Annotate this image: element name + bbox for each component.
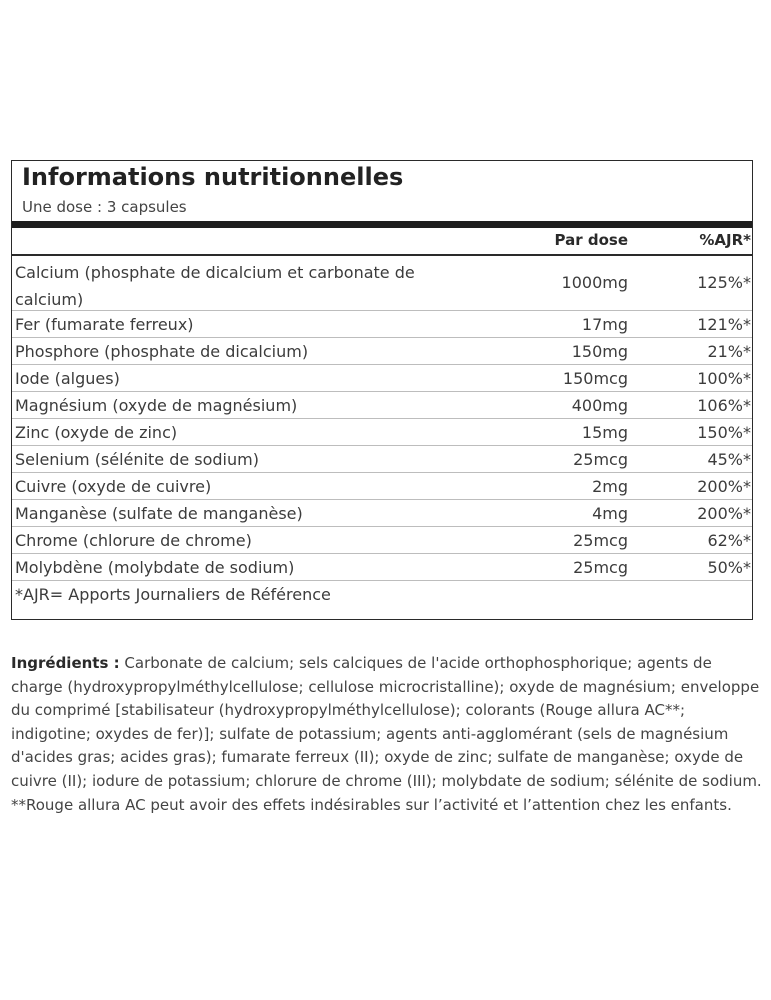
nutrient-row [12,256,752,311]
nutrient-dose: 2mg [592,477,628,496]
column-headers [12,228,752,254]
nutrient-ajr: 200%* [697,477,751,496]
header-per-dose: Par dose [554,231,628,249]
nutrient-row [12,338,752,365]
ingredients-paragraph [11,652,763,817]
nutrient-row [12,311,752,338]
nutrient-dose: 150mg [571,342,628,361]
nutrient-name: Calcium (phosphate de dicalcium et carbonate de calcium) [15,263,415,309]
ajr-footnote: *AJR= Apports Journaliers de Référence [15,585,331,604]
ingredients-label: Ingrédients : [11,654,120,672]
header-ajr: %AJR* [699,231,751,249]
nutrient-row [12,473,752,500]
nutrient-name: Chrome (chlorure de chrome) [15,531,252,550]
nutrient-ajr: 125%* [697,273,751,292]
nutrient-name: Magnésium (oxyde de magnésium) [15,396,298,415]
nutrient-row [12,527,752,554]
nutrient-ajr: 21%* [707,342,751,361]
nutrient-dose: 400mg [571,396,628,415]
nutrient-row [12,446,752,473]
nutrient-row [12,419,752,446]
nutrient-name: Molybdène (molybdate de sodium) [15,558,295,577]
nutrient-ajr: 50%* [707,558,751,577]
nutrient-dose: 25mcg [573,558,628,577]
ingredients-text: Carbonate de calcium; sels calciques de l'acide orthophosphorique; agents de charge (hydroxypropylméthylcellulose; cellulose microcristalline); oxyde de magnésium; enveloppe du comprimé [stabilisateur (hydroxypropylméthylcellulose); colorants (Rouge allura AC**; indigotine; oxydes de fer)]; sulfate de potassium; agents anti-agglomérant (sels de magnésium d'acides gras; acides gras); fumarate ferreux (II); oxyde de zinc; sulfate de manganèse; oxyde de cuivre (II); iodure de potassium; chlorure de chrome (III); molybdate de sodium; sélénite de sodium. **Rouge allura AC peut avoir des effets indésirables sur l’activité et l’attention chez les enfants. [11,654,762,814]
nutrient-ajr: 45%* [707,450,751,469]
nutrient-ajr: 121%* [697,315,751,334]
nutrient-name: Iode (algues) [15,369,120,388]
serving-size: Une dose : 3 capsules [22,198,187,216]
nutrition-title: Informations nutritionnelles [22,163,404,191]
nutrient-row [12,392,752,419]
nutrient-row [12,365,752,392]
nutrient-dose: 15mg [581,423,628,442]
nutrient-dose: 1000mg [561,273,628,292]
nutrient-name: Manganèse (sulfate de manganèse) [15,504,303,523]
nutrient-name: Fer (fumarate ferreux) [15,315,194,334]
nutrient-name: Selenium (sélénite de sodium) [15,450,259,469]
nutrient-ajr: 62%* [707,531,751,550]
nutrient-row [12,500,752,527]
nutrient-dose: 25mcg [573,531,628,550]
nutrient-dose: 150mcg [562,369,628,388]
nutrient-row [12,554,752,581]
nutrient-ajr: 200%* [697,504,751,523]
nutrient-ajr: 106%* [697,396,751,415]
nutrient-name: Cuivre (oxyde de cuivre) [15,477,212,496]
nutrient-dose: 17mg [581,315,628,334]
thick-divider [12,221,752,228]
nutrient-name: Zinc (oxyde de zinc) [15,423,178,442]
nutrient-table [12,256,752,608]
nutrient-dose: 25mcg [573,450,628,469]
nutrition-facts-panel [11,160,753,620]
nutrient-name: Phosphore (phosphate de dicalcium) [15,342,309,361]
nutrient-dose: 4mg [592,504,628,523]
nutrient-ajr: 150%* [697,423,751,442]
nutrient-ajr: 100%* [697,369,751,388]
footnote-row [12,581,752,608]
